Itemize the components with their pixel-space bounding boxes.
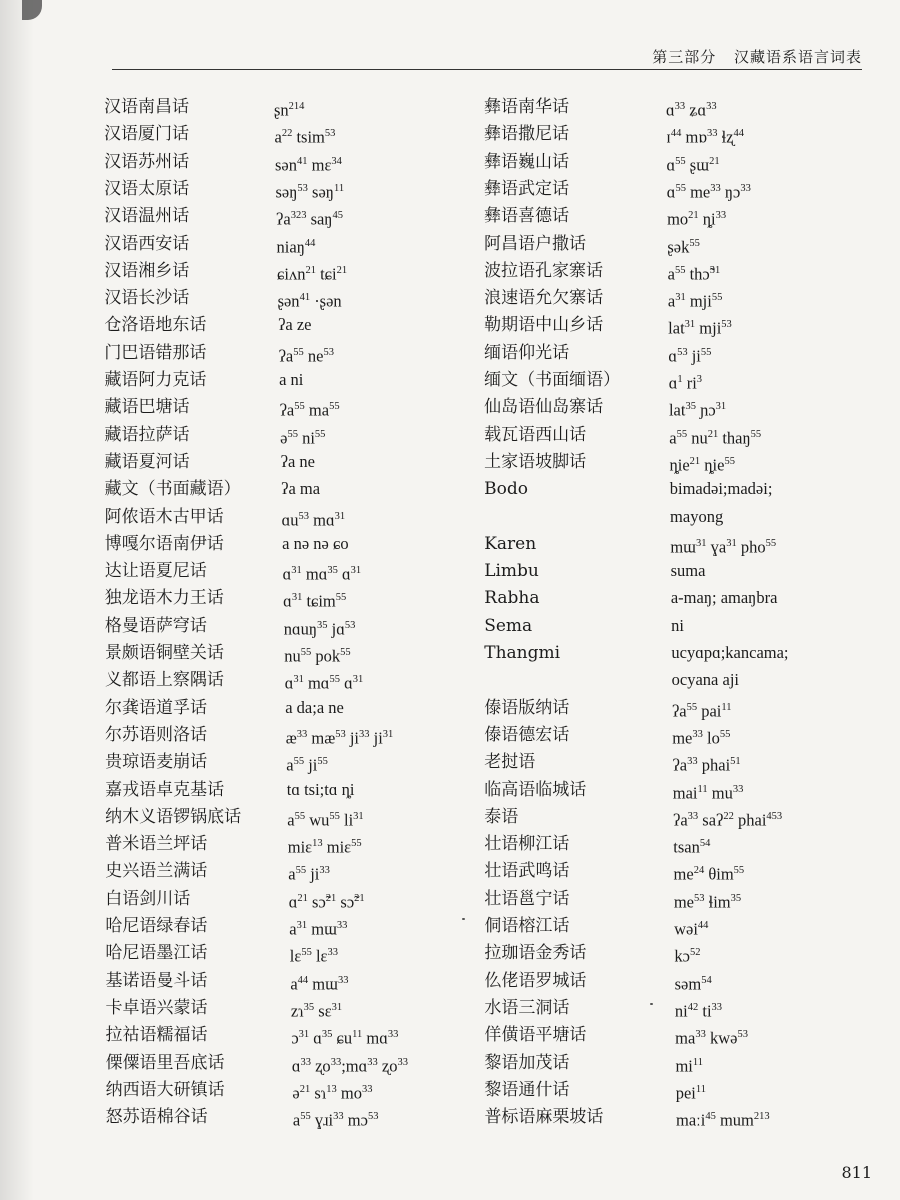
word-entry	[484, 1050, 703, 1076]
word-form: ʔa ze	[278, 315, 312, 335]
word-form: $a^{55}$ $nu^{21}$ thaŋ$^{55}$	[669, 428, 762, 448]
word-form: $nu^{55}$ pok$^{55}$	[284, 646, 351, 666]
word-entry	[104, 176, 345, 202]
word-form: $æ^{33}$ $mæ^{53}$ $ji^{33}$ $ji^{31}$	[285, 728, 394, 748]
language-name: 壮语柳江话	[484, 834, 570, 855]
running-head-part: 第三部分	[652, 48, 717, 66]
language-name: 藏语夏河话	[104, 451, 190, 472]
word-entry	[104, 449, 315, 475]
language-name: 贵琼语麦崩话	[105, 752, 208, 773]
word-form: $me^{33}$ $lo^{55}$	[672, 728, 731, 748]
word-form: ə$^{55}$ $ni^{55}$	[280, 428, 326, 448]
word-entry	[484, 94, 717, 120]
language-name: 浪速语允欠寨话	[484, 288, 604, 309]
word-entry	[484, 613, 684, 639]
word-form: ɕiʌn$^{21}$ tɕi$^{21}$	[277, 264, 348, 284]
word-entry	[484, 640, 789, 666]
word-form: ucyɑpɑ;kancama;	[671, 643, 789, 662]
word-entry	[484, 831, 711, 857]
word-form: ə$^{21}$ sɿ$^{13}$ $mo^{33}$	[292, 1083, 373, 1103]
word-form: ʂən$^{41}$ ·ʂən	[277, 291, 342, 311]
word-form: ɑ$^{31}$ mɑ$^{55}$ ɑ$^{31}$	[284, 673, 364, 693]
word-form: ni	[671, 615, 684, 635]
word-form: mai$^{11}$ $mu^{33}$	[672, 783, 744, 802]
word-form: a ni	[279, 370, 304, 389]
language-name: 景颇语铜壁关话	[104, 643, 224, 663]
word-entry	[484, 531, 777, 557]
language-name: 怒苏语棉谷话	[105, 1107, 208, 1128]
language-name: 哈尼语绿春话	[105, 916, 208, 936]
language-name: 门巴语错那话	[104, 342, 207, 363]
word-form: $a^{55}$ $ji^{33}$	[288, 864, 330, 884]
language-name: 彝语喜德话	[484, 206, 570, 227]
word-entry	[484, 558, 706, 584]
word-entry	[484, 968, 712, 994]
word-entry	[484, 285, 723, 311]
word-form: miɛ$^{13}$ miɛ$^{55}$	[287, 837, 362, 857]
word-entry	[484, 695, 732, 721]
word-entry	[104, 203, 343, 229]
word-entry	[484, 858, 745, 884]
language-name: 哈尼语墨江话	[105, 943, 208, 964]
word-entry	[104, 640, 351, 666]
word-entry	[104, 777, 355, 803]
word-entry	[104, 367, 304, 393]
word-form: ɑ$^{53}$ $ji^{55}$	[668, 346, 712, 366]
word-entry	[104, 585, 347, 611]
word-entry	[484, 476, 773, 502]
word-entry	[484, 394, 727, 420]
word-form: $a^{31}$ mji$^{55}$	[667, 291, 723, 311]
language-name: 阿侬语木古甲话	[104, 506, 224, 527]
word-entry	[104, 394, 340, 420]
word-form: $ni^{42}$ $ti^{33}$	[674, 1001, 723, 1021]
word-form: niaŋ$^{44}$	[276, 237, 316, 256]
word-form: səŋ$^{53}$ səŋ$^{11}$	[275, 182, 345, 202]
word-form: ɑ$^{33}$ ʑɑ$^{33}$	[666, 100, 717, 120]
word-form: ȵie$^{21}$ ȵie$^{55}$	[669, 455, 735, 475]
word-entry	[104, 231, 316, 257]
word-entry	[104, 1077, 373, 1103]
word-form: maːi$^{45}$ mum$^{213}$	[675, 1110, 770, 1130]
word-entry	[484, 203, 727, 229]
word-form: $mo^{21}$ $ȵi^{33}$	[667, 209, 727, 229]
word-entry	[484, 804, 783, 830]
word-entry	[104, 531, 349, 557]
word-form: ɑ$^{55}$ $me^{33}$ ŋɔ$^{33}$	[666, 182, 751, 202]
word-form: a nə nə ɕo	[282, 533, 349, 553]
language-name: 纳木义语锣锅底话	[105, 806, 242, 827]
word-form: ocyana aji	[671, 670, 739, 690]
word-entry	[104, 121, 336, 147]
word-entry	[104, 340, 334, 366]
word-entry	[484, 722, 731, 748]
language-name: 缅语仰光话	[484, 342, 570, 363]
language-name: 普标语麻栗坡话	[484, 1107, 604, 1128]
language-name: 纳西语大研镇话	[105, 1079, 225, 1100]
word-form: tsan$^{54}$	[673, 837, 711, 857]
word-form: ʔa$^{33}$ phai$^{51}$	[672, 755, 741, 775]
language-name: Sema	[484, 615, 533, 636]
word-form: a da;a ne	[285, 697, 344, 717]
language-name: 阿昌语户撒话	[484, 233, 587, 254]
language-name: 临高语临城话	[484, 779, 587, 800]
word-entry	[104, 94, 305, 120]
language-name: 彝语南华话	[484, 97, 569, 117]
word-form: $ma^{33}$ kwə$^{53}$	[675, 1028, 748, 1048]
word-entry	[104, 858, 330, 884]
word-form: ɑ$^{55}$ ʂɯ$^{21}$	[666, 155, 720, 175]
word-entry	[484, 449, 735, 475]
language-name: 藏文（书面藏语）	[104, 479, 241, 500]
page-gutter-shadow	[0, 0, 34, 1200]
language-name: 缅文（书面缅语）	[484, 370, 621, 390]
language-name: 仓洛语地东话	[104, 315, 207, 336]
word-form: ɑ$^1$ $ri^3$	[668, 373, 703, 393]
language-name: 壮语邕宁话	[484, 888, 570, 909]
language-name: 壮语武鸣话	[484, 861, 570, 882]
word-form: kɔ$^{52}$	[674, 946, 701, 966]
word-form: sən$^{41}$ mɛ$^{34}$	[275, 155, 342, 175]
language-name: 傣语版纳话	[484, 697, 570, 718]
word-entry	[484, 422, 762, 448]
language-name: 基诺语曼斗话	[105, 970, 208, 991]
binding-corner-mark	[22, 0, 42, 20]
language-name: 藏语巴塘话	[104, 397, 190, 418]
word-entry	[104, 940, 338, 966]
word-entry	[104, 886, 365, 912]
word-entry	[104, 312, 312, 338]
language-name: 黎语通什话	[484, 1079, 570, 1100]
language-name: 黎语加茂话	[484, 1052, 570, 1073]
language-name: 傈僳语里吾底话	[105, 1052, 225, 1073]
language-name: 尔龚语道孚话	[104, 697, 207, 718]
word-entry	[484, 312, 732, 338]
word-form: $a^{44}$ mɯ$^{33}$	[290, 974, 349, 994]
language-name: 侗语榕江话	[484, 916, 570, 936]
word-form: $a^{55}$ ɣɹi$^{33}$ mɔ$^{53}$	[292, 1110, 379, 1130]
language-name: 土家语坡脚话	[484, 451, 587, 472]
language-name: 汉语厦门话	[104, 124, 190, 145]
language-name: 史兴语兰满话	[105, 861, 208, 882]
word-form: wəi$^{44}$	[674, 919, 709, 939]
word-entry	[484, 258, 721, 284]
word-form: ʂək$^{55}$	[667, 237, 700, 256]
word-entry	[104, 258, 348, 284]
word-entry	[104, 476, 321, 502]
word-form: ʔa ma	[281, 479, 321, 499]
word-entry	[484, 585, 778, 611]
word-form: ʔa ne	[280, 451, 315, 471]
word-form: ʔa$^{33}$ saʔ$^{22}$ phai$^{453}$	[673, 810, 783, 830]
language-name: 老挝语	[484, 752, 536, 773]
word-form: ɑ$^{21}$ sɔ̃$^{21}$ sɔ̃$^{21}$	[288, 892, 365, 912]
language-name: 彝语撒尼话	[484, 124, 569, 145]
language-name: Limbu	[484, 561, 539, 582]
word-form: ɑ$^{31}$ tɕim$^{55}$	[283, 591, 347, 611]
word-form: ʂn$^{214}$	[274, 100, 305, 120]
language-name: 独龙语木力王话	[104, 588, 224, 609]
word-form: nɑuŋ$^{35}$ jɑ$^{53}$	[283, 619, 356, 639]
print-speck	[462, 918, 465, 920]
language-name: 彝语武定话	[484, 178, 570, 199]
language-name: 傣语德宏话	[484, 724, 570, 745]
word-entry	[484, 749, 741, 775]
word-entry	[104, 285, 342, 311]
word-form: tɑ tsi;tɑ ȵi	[286, 779, 355, 799]
language-name: Rabha	[484, 588, 540, 609]
language-name: 勒期语中山乡话	[484, 315, 604, 336]
word-form: $a^{55}$ $ji^{55}$	[286, 755, 328, 775]
word-entry	[104, 1104, 379, 1130]
word-form: lɛ$^{55}$ lɛ$^{33}$	[289, 946, 338, 966]
word-form: $me^{24}$ θim$^{55}$	[673, 864, 745, 884]
print-speck	[650, 1003, 653, 1005]
word-form: ɑ$^{33}$ ʐo$^{33}$;mɑ$^{33}$ ʐo$^{33}$	[291, 1056, 408, 1075]
word-entry	[104, 831, 362, 857]
word-form: pei$^{11}$	[675, 1083, 707, 1103]
word-form: mayong	[670, 506, 724, 526]
language-name: 汉语温州话	[104, 206, 190, 227]
word-entry	[484, 995, 723, 1021]
word-entry	[484, 1077, 707, 1103]
word-form: ʔa$^{323}$ saŋ$^{45}$	[276, 209, 343, 229]
word-entry	[104, 504, 346, 530]
word-form: $a^{31}$ mɯ$^{33}$	[289, 919, 348, 939]
word-entry	[484, 340, 712, 366]
language-name: Thangmi	[484, 643, 561, 663]
word-entry	[484, 149, 720, 175]
language-name: 嘉戎语卓克基话	[105, 779, 225, 800]
word-form: $a^{55}$ thɔ̃$^{31}$	[667, 264, 721, 284]
language-name: 尔苏语则洛话	[105, 724, 208, 745]
language-name: Karen	[484, 533, 537, 554]
word-entry	[484, 231, 700, 257]
word-entry	[104, 749, 328, 775]
word-entry	[484, 777, 744, 803]
word-form: ɔ$^{31}$ ɑ$^{35}$ ɕu$^{11}$ mɑ$^{33}$	[291, 1028, 399, 1048]
word-form: bimadəi;madəi;	[669, 479, 773, 499]
language-name: 达让语夏尼话	[104, 561, 207, 582]
word-entry	[484, 940, 701, 966]
word-entry	[104, 558, 362, 584]
word-entry	[104, 1050, 408, 1076]
language-name: 汉语南昌话	[104, 97, 189, 117]
language-name: 藏语拉萨话	[104, 424, 190, 445]
language-name: 佯僙语平塘话	[484, 1025, 587, 1046]
language-name: 泰语	[484, 806, 519, 827]
word-form: $me^{53}$ ɬim$^{35}$	[673, 892, 742, 912]
word-entry	[104, 722, 394, 748]
word-form: a-maŋ; amaŋbra	[670, 588, 778, 608]
word-entry	[104, 804, 364, 830]
language-name: 汉语湘乡话	[104, 260, 190, 281]
language-name: 汉语长沙话	[104, 288, 190, 309]
word-form: ɪ$^{44}$ mɒ$^{33}$ ɬʐ$^{44}$	[666, 127, 744, 147]
word-form: mɯ$^{31}$ ɣa$^{31}$ pho$^{55}$	[670, 537, 777, 557]
word-form: ʔa$^{55}$ $ne^{53}$	[278, 346, 334, 366]
language-name: 卡卓语兴蒙话	[105, 997, 208, 1018]
word-entry	[104, 1022, 399, 1048]
word-form: suma	[670, 561, 706, 581]
word-entry	[104, 995, 343, 1021]
language-name: 汉语苏州话	[104, 151, 190, 172]
language-name: 载瓦语西山话	[484, 424, 587, 445]
word-entry	[104, 667, 364, 693]
word-entry	[104, 968, 349, 994]
word-form: zɿ$^{35}$ sɛ$^{31}$	[290, 1001, 343, 1021]
language-name: 水语三洞话	[484, 997, 570, 1018]
word-form: ʔa$^{55}$ pai$^{11}$	[671, 701, 732, 721]
language-name: 仫佬语罗城话	[484, 970, 587, 991]
language-name: 普米语兰坪话	[105, 834, 208, 855]
word-entry	[484, 367, 703, 393]
language-name: 拉珈语金秀话	[484, 943, 587, 964]
language-name: 白语剑川话	[105, 888, 191, 909]
running-head-title: 汉藏语系语言词表	[733, 48, 862, 66]
word-entry	[484, 913, 709, 939]
word-entry	[104, 613, 356, 639]
running-head	[652, 46, 862, 67]
word-form: ɑu$^{53}$ mɑ$^{31}$	[281, 510, 346, 529]
language-name: 格曼语萨穹话	[104, 615, 207, 636]
word-entry	[104, 149, 342, 175]
language-name: 义都语上察隅话	[104, 670, 224, 691]
word-form: səm$^{54}$	[674, 974, 712, 994]
language-name: 彝语巍山话	[484, 151, 570, 172]
language-name: 波拉语孔家寨话	[484, 260, 604, 281]
word-form: lat$^{35}$ ɲɔ$^{31}$	[668, 400, 727, 420]
word-entry	[484, 886, 742, 912]
language-name: 博嘎尔语南伊话	[104, 533, 224, 554]
language-name: Bodo	[484, 479, 529, 500]
word-entry	[484, 121, 744, 147]
word-entry	[484, 1022, 748, 1048]
word-form: ʔa$^{55}$ $ma^{55}$	[279, 400, 340, 420]
language-name: 仙岛语仙岛寨话	[484, 397, 604, 418]
word-form: lat$^{31}$ mji$^{53}$	[668, 318, 732, 338]
header-rule	[112, 69, 862, 70]
word-form: ɑ$^{31}$ mɑ$^{35}$ ɑ$^{31}$	[282, 564, 362, 584]
word-entry	[104, 695, 344, 721]
language-name: 藏语阿力克话	[104, 370, 207, 390]
page-number: 811	[841, 1163, 872, 1182]
language-name: 汉语太原话	[104, 178, 190, 199]
word-entry	[104, 913, 348, 939]
word-entry	[484, 176, 751, 202]
language-name: 汉语西安话	[104, 233, 190, 254]
word-form: $a^{55}$ $wu^{55}$ $li^{31}$	[287, 810, 364, 830]
word-form: $mi^{11}$	[675, 1056, 703, 1075]
word-form: $a^{22}$ tsim$^{53}$	[274, 127, 336, 147]
language-name: 拉祜语糯福话	[105, 1025, 208, 1046]
word-entry	[484, 1104, 770, 1130]
word-entry	[104, 422, 326, 448]
